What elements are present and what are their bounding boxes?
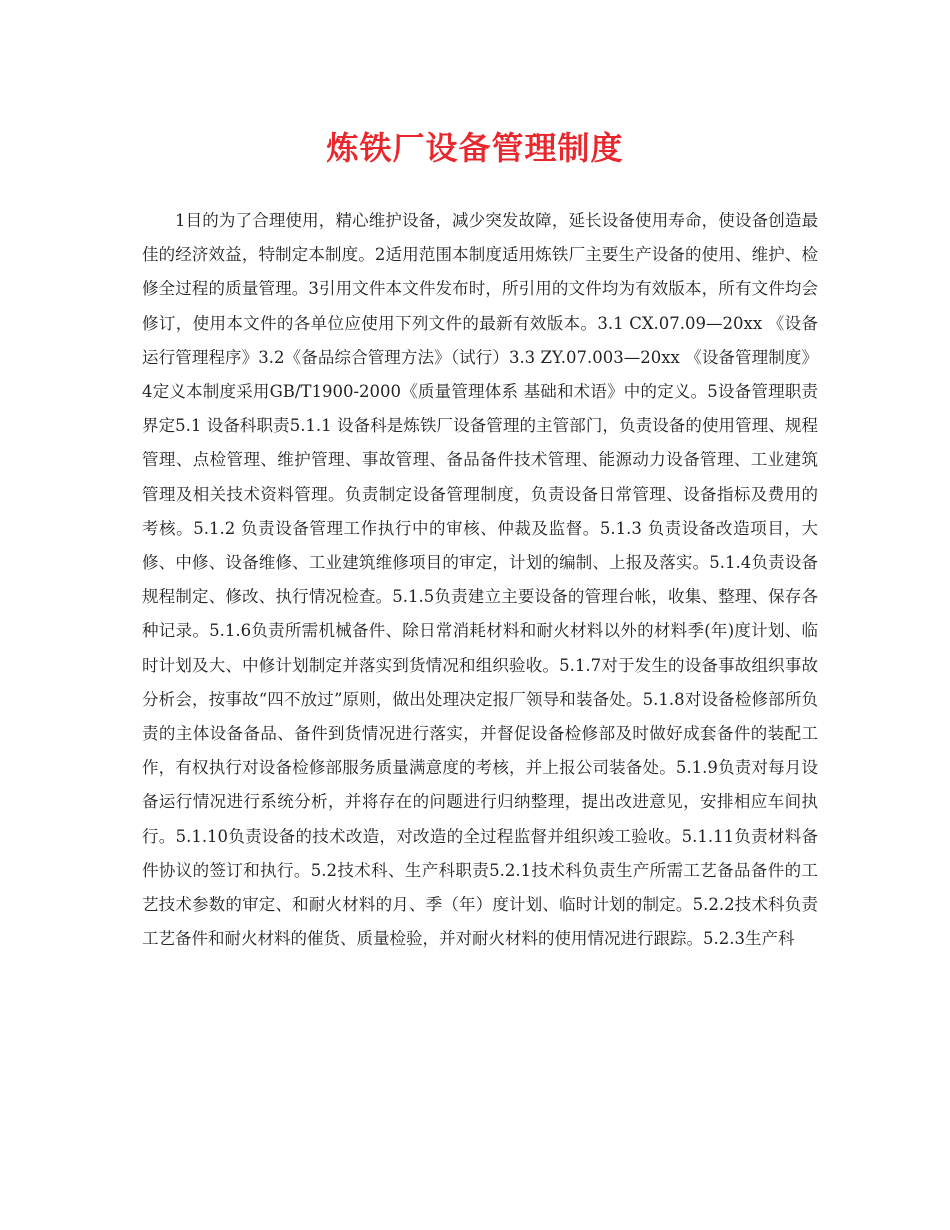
document-body: 1目的为了合理使用，精心维护设备，减少突发故障，延长设备使用寿命，使设备创造最佳的经济效益，特制定本制度。2适用范围本制度适用炼铁厂主要生产设备的使用、维护、检修全过程的质量管理。3引用文件本文件发布时，所引用的文件均为有效版本，所有文件均会修订，使用本文件的各单位应使用下列文件的最新有效版本。3.1 CX.07.09—20xx 《设备运行管理程序》3.2《备品综合管理方法》（试行）3.3 ZY.07.003—20xx 《设备管理制度》4定义本制度采用GB/T1900-2000《质量管理体系 基础和术语》中的定义。5设备管理职责界定5.1 设备科职责5.1.1 设备科是炼铁厂设备管理的主管部门，负责设备的使用管理、规程管理、点检管理、维护管理、事故管理、备品备件技术管理、能源动力设备管理、工业建筑管理及相关技术资料管理。负责制定设备管理制度，负责设备日常管理、设备指标及费用的考核。5.1.2 负责设备管理工作执行中的审核、仲裁及监督。5.1.3 负责设备改造项目，大修、中修、设备维修、工业建筑维修项目的审定，计划的编制、上报及落实。5.1.4负责设备规程制定、修改、执行情况检查。5.1.5负责建立主要设备的管理台帐，收集、整理、保存各种记录。5.1.6负责所需机械备件、除日常消耗材料和耐火材料以外的材料季(年)度计划、临时计划及大、中修计划制定并落实到货情况和组织验收。5.1.7对于发生的设备事故组织事故分析会，按事故“四不放过”原则，做出处理决定报厂领导和装备处。5.1.8对设备检修部所负责的主体设备备品、备件到货情况进行落实，并督促设备检修部及时做好成套备件的装配工作，有权执行对设备检修部服务质量满意度的考核，并上报公司装备处。5.1.9负责对每月设备运行情况进行系统分析，并将存在的问题进行归纳整理，提出改进意见，安排相应车间执行。5.1.10负责设备的技术改造，对改造的全过程监督并组织竣工验收。5.1.11负责材料备件协议的签订和执行。5.2技术科、生产科职责5.2.1技术科负责生产所需工艺备品备件的工艺技术参数的审定、和耐火材料的月、季（年）度计划、临时计划的制定。5.2.2技术科负责工艺备件和耐火材料的催货、质量检验，并对耐火材料的使用情况进行跟踪。5.2.3生产科: [142, 211, 818, 949]
document-title: 炼铁厂设备管理制度: [326, 129, 624, 167]
